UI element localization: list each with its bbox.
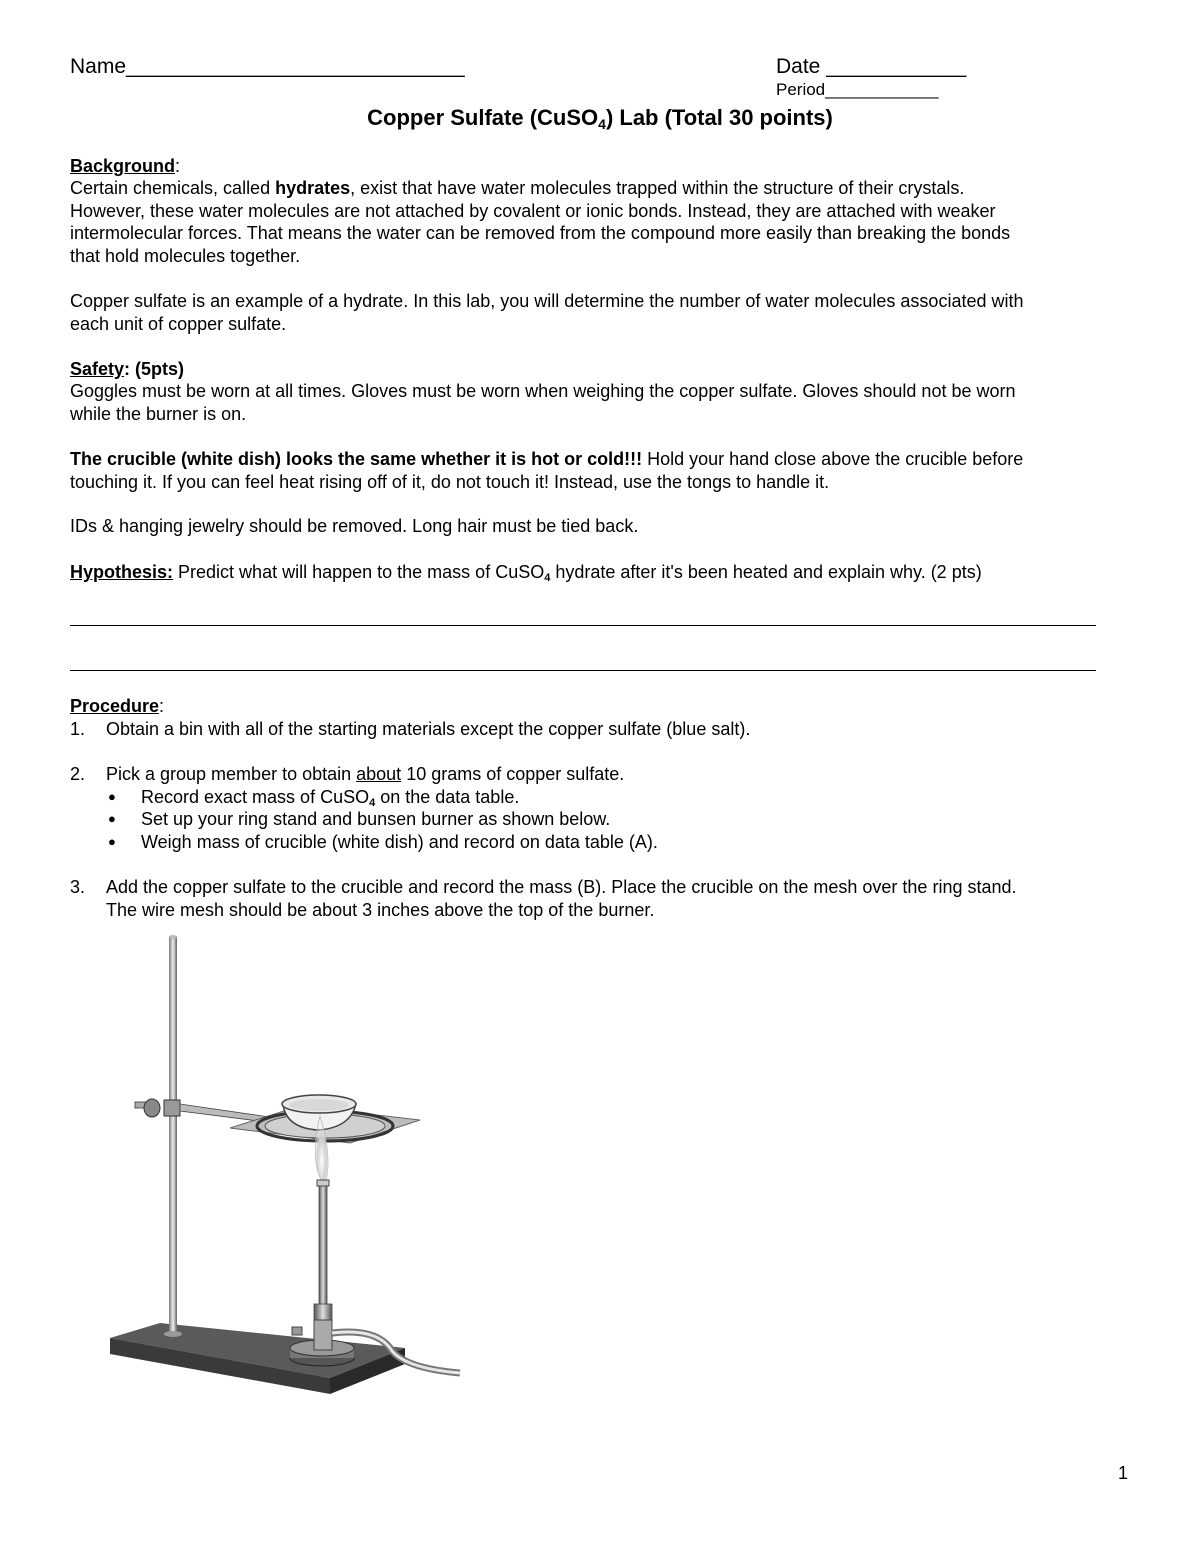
bullet-icon: ● — [108, 834, 116, 849]
safety-warning: The crucible (white dish) looks the same whether it is hot or cold!!! Hold your hand close above the crucible before — [70, 449, 1024, 469]
answer-line[interactable] — [70, 670, 1096, 671]
procedure-bullet: Record exact mass of CuSO4 on the data table. — [141, 787, 520, 809]
procedure-step-3-cont: The wire mesh should be about 3 inches above the top of the burner. — [106, 900, 655, 920]
procedure-bullet: Weigh mass of crucible (white dish) and record on data table (A). — [141, 832, 658, 852]
procedure-heading: Procedure: — [70, 696, 165, 716]
background-line: each unit of copper sulfate. — [70, 314, 287, 334]
background-line: Copper sulfate is an example of a hydrate. In this lab, you will determine the number of water molecules associated with — [70, 291, 1024, 311]
safety-line: Goggles must be worn at all times. Gloves must be worn when weighing the copper sulfate. Gloves should not be worn — [70, 381, 1016, 401]
bullet-icon: ● — [108, 811, 116, 826]
step-number: 2. — [70, 764, 86, 784]
safety-line: while the burner is on. — [70, 404, 247, 424]
background-line: However, these water molecules are not attached by covalent or ionic bonds. Instead, they are attached with weaker — [70, 201, 996, 221]
background-line: Certain chemicals, called hydrates, exist that have water molecules trapped within the structure of their crystals. — [70, 178, 965, 198]
bullet-icon: ● — [108, 789, 116, 804]
procedure-step-1: Obtain a bin with all of the starting materials except the copper sulfate (blue salt). — [106, 719, 751, 739]
answer-line[interactable] — [70, 625, 1096, 626]
page-number: 1 — [1118, 1463, 1129, 1483]
background-heading: Background: — [70, 156, 181, 176]
stand-rod — [169, 936, 177, 1336]
procedure-bullet: Set up your ring stand and bunsen burner as shown below. — [141, 809, 611, 829]
procedure-step-2: Pick a group member to obtain about 10 grams of copper sulfate. — [106, 764, 625, 784]
safety-line: IDs & hanging jewelry should be removed. Long hair must be tied back. — [70, 516, 639, 536]
date-field[interactable]: Date ____________ — [776, 55, 967, 78]
page-title: Copper Sulfate (CuSO$_4$) Lab (Total 30 points) — [367, 105, 833, 132]
procedure-step-3: Add the copper sulfate to the crucible and record the mass (B). Place the crucible on the mesh over the ring stand. — [106, 877, 1017, 897]
background-line: that hold molecules together. — [70, 246, 301, 266]
background-line: intermolecular forces. That means the water can be removed from the compound more easily than breaking the bonds — [70, 223, 1011, 243]
ring-stand-bunsen-burner-icon — [100, 928, 470, 1408]
name-field[interactable]: Name_____________________________ — [70, 55, 465, 78]
step-number: 1. — [70, 719, 86, 739]
safety-line: touching it. If you can feel heat rising off of it, do not touch it! Instead, use the tongs to handle it. — [70, 472, 830, 492]
step-number: 3. — [70, 877, 86, 897]
period-field[interactable]: Period____________ — [776, 80, 939, 99]
hypothesis-prompt: Hypothesis: Predict what will happen to the mass of CuSO4 hydrate after it's been heated and explain why. (2 pts) — [70, 562, 982, 584]
safety-heading: Safety: (5pts) — [70, 359, 185, 379]
